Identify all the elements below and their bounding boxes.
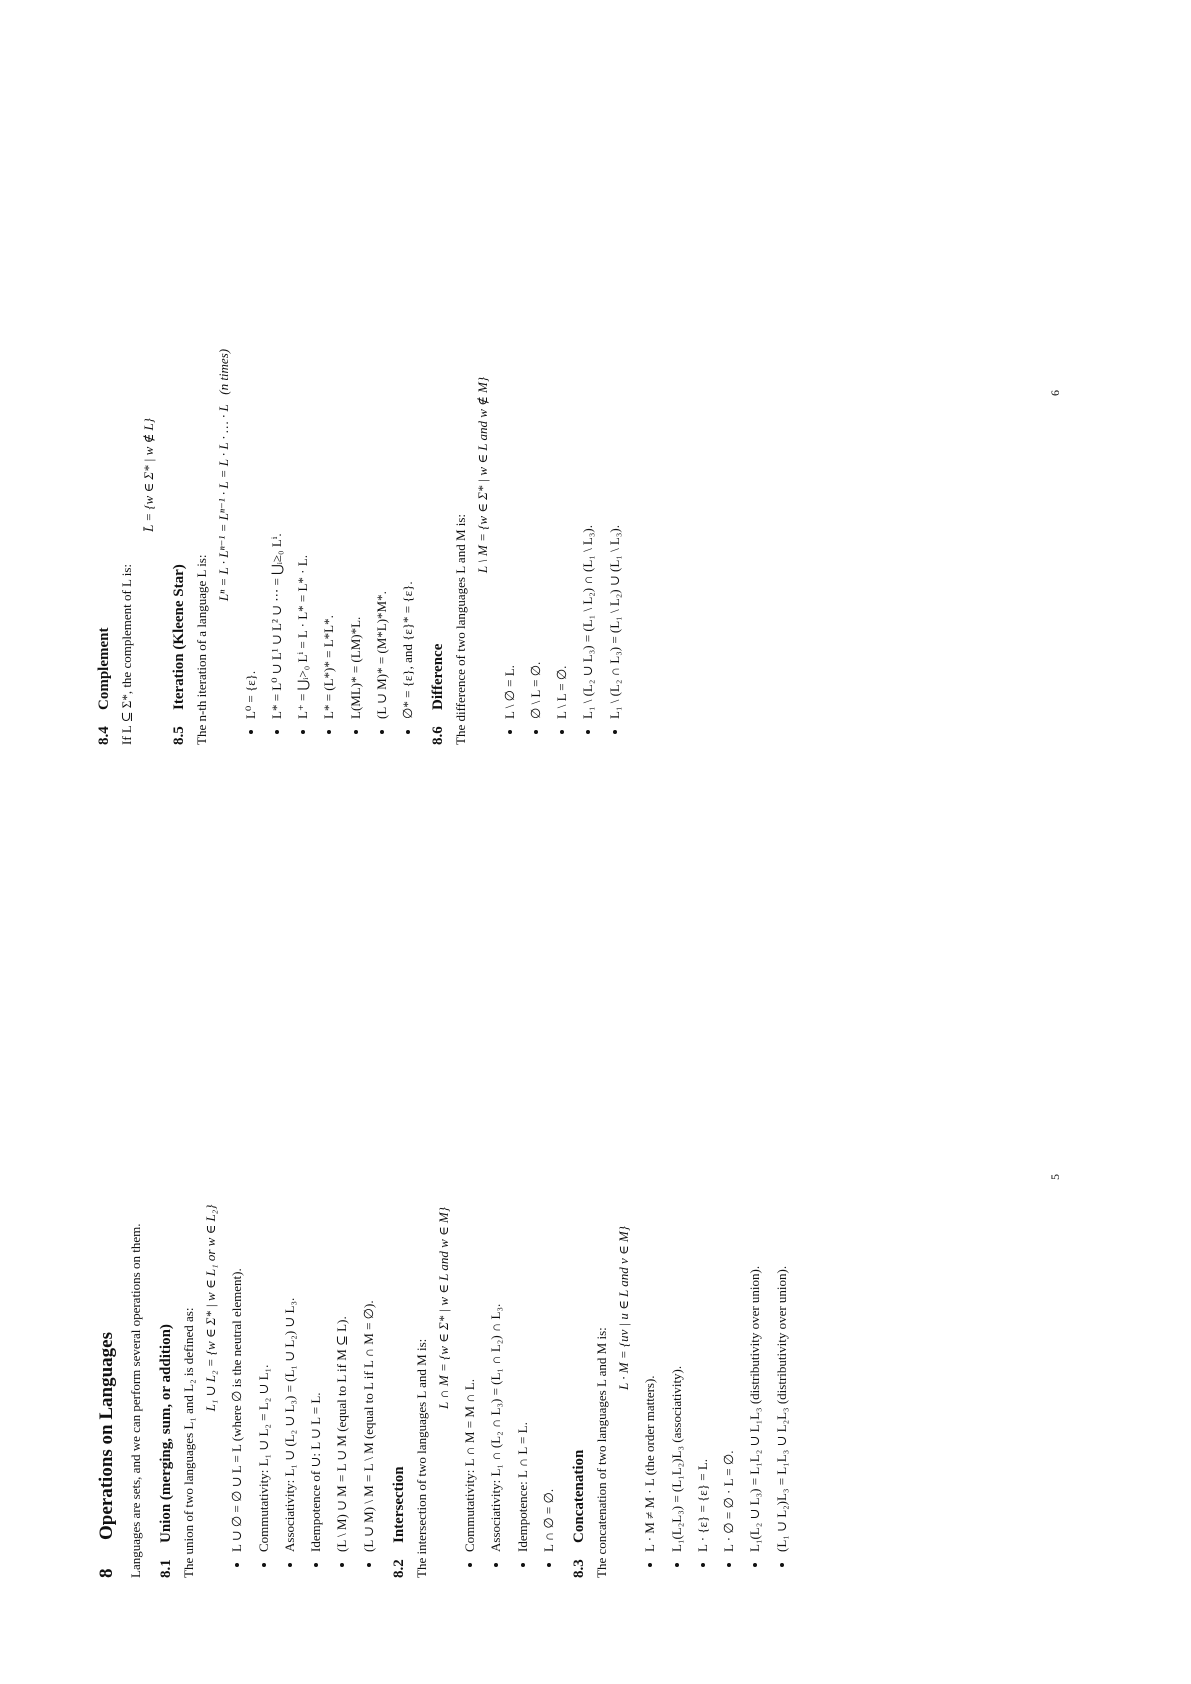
section-intro: Languages are sets, and we can perform several operations on them. <box>127 1223 143 1578</box>
subsection-heading-complement <box>95 205 114 745</box>
subsection-number: 8.2 <box>390 1559 407 1578</box>
list-item: • L* = (L*)* = L*L*. <box>321 205 337 719</box>
list-item: • L₁(L₂ ∪ L₃) = L₁L₂ ∪ L₁L₃ (distributivity over union). <box>747 1038 763 1552</box>
subsection-heading-kleene-star <box>170 205 189 745</box>
subsection-text: If L ⊆ Σ*, the complement of L is: <box>118 563 134 745</box>
list-item: • L₁ \ (L₂ ∪ L₃) = (L₁ \ L₂) ∩ (L₁ \ L₃). <box>580 205 596 719</box>
list-item: • Idempotence: L ∩ L = L. <box>515 1038 531 1552</box>
subsection-number: 8.1 <box>158 1559 174 1578</box>
section-number: 8 <box>96 1568 117 1578</box>
subsection-number: 8.5 <box>171 726 188 745</box>
subsection-title: Complement <box>96 627 112 710</box>
formula: L \ M = {w ∈ Σ* | w ∈ L and w ∉ M} <box>475 376 491 574</box>
subsection-number: 8.3 <box>571 1559 587 1578</box>
subsection-text: The difference of two languages L and M is: <box>453 513 468 745</box>
section-heading <box>95 1038 119 1578</box>
subsection-title: Concatenation <box>571 1449 587 1543</box>
list-item: • Associativity: L₁ ∪ (L₂ ∪ L₃) = (L₁ ∪ L₂) ∪ L₃. <box>282 1038 298 1552</box>
subsection-text: The union of two languages L₁ and L₂ is defined as: <box>180 1307 196 1578</box>
list-item: • L · {ε} = {ε} = L. <box>695 1038 711 1552</box>
list-item: • L⁺ = ⋃ᵢ>₀ Lⁱ = L · L* = L* · L. <box>295 205 311 719</box>
subsection-heading-intersection <box>390 1038 409 1578</box>
list-item: • Commutativity: L ∩ M = M ∩ L. <box>462 1038 478 1552</box>
subsection-number: 8.6 <box>430 726 447 745</box>
formula: L ∩ M = {w ∈ Σ* | w ∈ L and w ∈ M} <box>435 1207 451 1409</box>
list-item: • ∅ \ L = ∅. <box>528 205 544 719</box>
subsection-title: Union (merging, sum, or addition) <box>158 1324 174 1543</box>
list-item: • (L \ M) ∪ M = L ∪ M (equal to L if M ⊆ L). <box>334 1038 350 1552</box>
section-title: Operations on Languages <box>96 1332 117 1540</box>
list-item: • ∅* = {ε}, and {ε}* = {ε}. <box>400 205 416 719</box>
list-item: • L* = L⁰ ∪ L¹ ∪ L² ∪ ⋯ = ⋃ᵢ≥₀ Lⁱ. <box>269 205 285 719</box>
list-item: • L \ ∅ = L. <box>502 205 518 719</box>
list-item: • L · M ≠ M · L (the order matters). <box>642 1038 658 1552</box>
subsection-title: Intersection <box>390 1466 407 1543</box>
property-list <box>229 1038 377 1578</box>
property-list <box>642 1038 790 1578</box>
subsection-text: The concatenation of two languages L and M is: <box>593 1327 609 1578</box>
page-number: 6 <box>1048 390 1062 396</box>
list-item: • (L₁ ∪ L₂)L₃ = L₁L₃ ∪ L₂L₃ (distributivity over union). <box>774 1038 790 1552</box>
list-item: • (L ∪ M)* = (M*L)*M*. <box>374 205 390 719</box>
formula: L₁ ∪ L₂ = {w ∈ Σ* | w ∈ L₁ or w ∈ L₂} <box>203 1204 218 1412</box>
subsection-text: The n-th iteration of a language L is: <box>194 554 209 745</box>
list-item: • Commutativity: L₁ ∪ L₂ = L₂ ∪ L₁. <box>256 1038 272 1552</box>
list-item: • L₁(L₂L₃) = (L₁L₂)L₃ (associativity). <box>669 1038 685 1552</box>
subsection-text: The intersection of two languages L and M is: <box>413 1338 429 1578</box>
list-item: • Associativity: L₁ ∩ (L₂ ∩ L₃) = (L₁ ∩ L₂) ∩ L₃. <box>488 1038 504 1552</box>
list-item: • L(ML)* = (LM)*L. <box>348 205 364 719</box>
left-page <box>95 1038 795 1578</box>
subsection-title: Iteration (Kleene Star) <box>171 564 188 710</box>
list-item: • L ∪ ∅ = ∅ ∪ L = L (where ∅ is the neutral element). <box>229 1038 245 1552</box>
formula: L̄ = {w ∈ Σ* | w ∉ L} <box>141 418 156 532</box>
subsection-heading-difference <box>429 205 448 745</box>
subsection-number: 8.4 <box>96 726 112 745</box>
subsection-heading-concatenation <box>570 1038 589 1578</box>
formula: L · M = {uv | u ∈ L and v ∈ M} <box>616 1226 631 1390</box>
list-item: • L₁ \ (L₂ ∩ L₃) = (L₁ \ L₂) ∪ (L₁ \ L₃). <box>607 205 623 719</box>
subsection-heading-union <box>157 1038 176 1578</box>
list-item: • Idempotence of ∪: L ∪ L = L. <box>308 1038 324 1552</box>
right-page <box>95 205 715 745</box>
page-number: 5 <box>1048 1174 1062 1180</box>
formula: Lⁿ = L · Lⁿ⁻¹ = Lⁿ⁻¹ · L = L · L · … · L (n times) <box>216 348 232 602</box>
list-item: • L⁰ = {ε}. <box>243 205 259 719</box>
property-list <box>462 1038 557 1578</box>
list-item: • L · ∅ = ∅ · L = ∅. <box>721 1038 737 1552</box>
list-item: • L ∩ ∅ = ∅. <box>541 1038 557 1552</box>
property-list <box>502 205 623 745</box>
list-item: • L \ L = ∅. <box>554 205 570 719</box>
subsection-title: Difference <box>430 643 447 710</box>
property-list <box>243 205 417 745</box>
list-item: • (L ∪ M) \ M = L \ M (equal to L if L ∩ M = ∅). <box>361 1038 377 1552</box>
